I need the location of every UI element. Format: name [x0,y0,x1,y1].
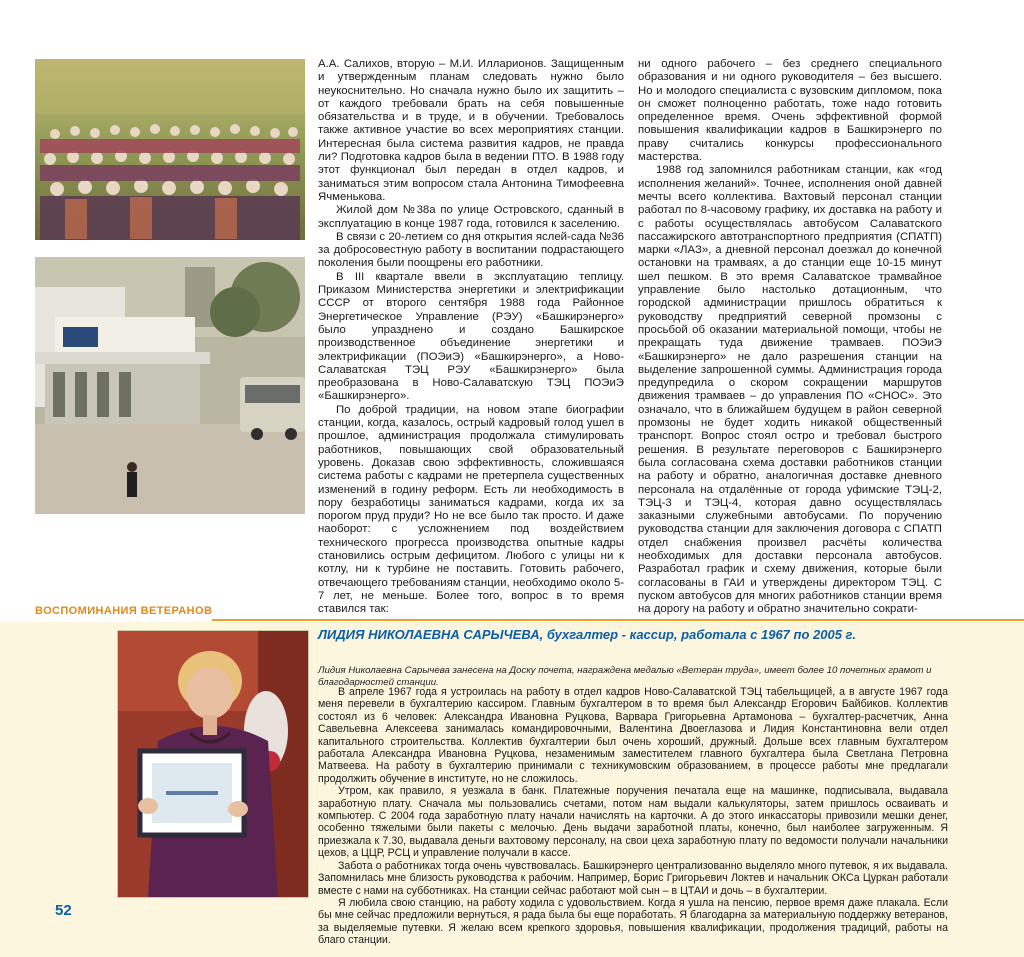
paragraph: В III квартале ввели в эксплуатацию теплицу. Приказом Министерства энергетики и электрификации СССР от второго сентября 1988 года Районное Энергетическое Управление (РЭУ) «Башкирэнерго» было упразднено и создано Башкирское производственное объединение энергетики и электрификации (ПОЭиЭ) «Башкирэнерго», а Ново-Салаватская ТЭЦ РЭУ «Башкирэнерго» была преобразована в Ново-Салаватскую ТЭЦ ПОЭиЭ «Башкирэнерго». [318,270,624,403]
paragraph: В связи с 20-летием со дня открытия яслей-сада №36 за добросовестную работу в воспитании подрастающего поколения были поощрены его работники. [318,230,624,270]
section-divider [212,619,1024,621]
station-building-photo [35,257,305,514]
veteran-memoir-text [318,686,948,947]
paragraph: 1988 год запомнился работникам станции, как «год исполнения желаний». Точнее, исполнения оной давней мечты всего коллектива. Вахтовый персонал станции работал по 8-часовому графику, их доставка на работу и с работы осуществлялась автобусом Салаватского пассажирского автотранспортного предприятия (СПАТП) марки «ЛАЗ», а дневной персонал доезжал до конечной остановки на трамваях, а до станции еще 10-15 минут шел пешком. В это время Салаватское трамвайное управление было настолько дотационным, что городской администрации пришлось обратиться к руководству предприятий северной промзоны с просьбой об оказании материальной помощи, чтобы не прекращать туда движение трамваев. ПОЭиЭ «Башкирэнерго» не дало разрешения станции на выделение запрошенной суммы. Администрация города предупредила о скором сокращении маршрутов движения трамваев – до управления ПО «СНОС». Это означало, что в ближайшем будущем в район северной промзоны не будет ходить никакой общественный транспорт. Вопрос стоял остро и требовал быстрого решения. В результате переговоров с Башкирэнерго была согласована схема доставки работников станции на работу и обратно, аналогичная доставке дневного персонала на отдалённые от города уфимские ТЭЦ-2, ТЭЦ-3 и ТЭЦ-4, которая давно осуществлялась заказными служебными автобусами. По поручению руководства станции для заключения договора с СПАТП отдел снабжения произвел расчёты количества необходимых для доставки персонала автобусов. Разработал график и схему движения, которые были согласованы в ГАИ и утверждены директором ТЭЦ. С пуском автобусов для многих работников станции время на дорогу на работу и обратно значительно сократи- [638,164,942,616]
station-building-image [35,257,305,514]
page-number: 52 [55,902,72,919]
group-photo [35,59,305,240]
veteran-portrait-photo [117,630,309,898]
veteran-name-title: ЛИДИЯ НИКОЛАЕВНА САРЫЧЕВА, бухгалтер - кассир, работала с 1967 по 2005 г. [318,627,856,642]
paragraph: Утром, как правило, я уезжала в банк. Платежные поручения печатала еще на машинке, подписывала, выдавала заработную плату. Сначала мы пользовались счетами, потом нам выдали калькуляторы, затем пришлось осваивать и компьютер. С 2004 года заработную плату начали начислять на карточки. А до этого инкассаторы привозили мешки денег, особенно тяжелыми были пакеты с мелочью. День выдачи заработной платы, конечно, был наиболее загруженным. Я приезжала к 7.30, выдавала деньги вахтовому персоналу, на свои цеха заработную плату по ведомости получали начальники цехов, а ЦЦР, РСЦ и управление получали в кассе. [318,785,948,860]
paragraph: Я любила свою станцию, на работу ходила с удовольствием. Когда я ушла на пенсию, первое время даже плакала. Если бы мне сейчас предложили вернуться, я рада была бы еще поработать. Я благодарна за материальную поддержку ветеранов, за выделяемые путевки. Я желаю всем крепкого здоровья, повышения квалификации, продолжения традиций, работы на благо станции. [318,896,948,947]
veteran-portrait-image [118,631,308,897]
paragraph: Жилой дом №38а по улице Островского, сданный в эксплуатацию в конце 1987 года, готовился к заселению. [318,204,624,230]
article-column-left [318,58,624,616]
veteran-intro: Лидия Николаевна Сарычева занесена на Доску почета, награждена медалью «Ветеран труда», имеет более 10 почетных грамот и благодарностей станции. [318,665,932,688]
section-label: ВОСПОМИНАНИЯ ВЕТЕРАНОВ [35,605,213,617]
paragraph: ни одного рабочего – без среднего специального образования и ни одного руководителя – без высшего. Но и молодого специалиста с вузовским дипломом, пока он сможет полноценно работать, тоже надо готовить определенное время. Очень эффективной формой повышения квалификации кадров в Башкирэнерго по праву считались конкурсы профессионального мастерства. [638,58,942,164]
group-photo-image [35,59,305,240]
paragraph: По доброй традиции, на новом этапе биографии станции, когда, казалось, острый кадровый голод ушел в прошлое, администрация продолжала стимулировать работников, повышающих свой образовательный уровень. Доказав свою эффективность, сложившаяся система работы с кадрами не претерпела существенных изменений в годину реформ. Есть ли необходимость в пору безработицы заниматься кадрами, когда их за порогом пруд пруди? Но не все было так просто. И даже наоборот: с усложнением под воздействием технического прогресса производства опытные кадры становились острым дефицитом. Любого с улицы ни к котлу, ни к турбине не поставить. Готовить рабочего, отвечающего требованиям станции, необходимо около 5-7 лет, не меньше. Более того, вопрос в то время ставился так: [318,403,624,616]
paragraph: В апреле 1967 года я устроилась на работу в отдел кадров Ново-Салаватской ТЭЦ табельщицей, а в августе 1967 года меня перевели в бухгалтерию кассиром. Главным бухгалтером в то время был Александр Егорович Байбиков. Коллектив состоял из 6 человек: Александра Ивановна Руцкова, Варвара Григорьевна Артамонова – бухгалтер-расчетчик, Анна Савельевна Алексеева занималась командировочными, Валентина Двоеглазова и Лидия Константиновна вели отдел капитального строительства. Коллектив бухгалтерии был очень хороший, дружный. Дольше всех главным бухгалтером работала Александра Ивановна Руцкова, незаменимым заместителем главного бухгалтера была Светлана Петровна Матвеева. На работу в бухгалтерию принимали с техникумовским образованием, в процессе работы мне предлагали продолжить обучение в институте, но не сложилось. [318,686,948,785]
paragraph: Забота о работниках тогда очень чувствовалась. Башкирэнерго централизованно выделяло много путевок, я их выдавала. Запомнилась мне близость руководства к рабочим. Например, Борис Григорьевич Локтев и начальник ОКСа Цуркан работали вместе с нами на субботниках. На станции сейчас работают мой сын – в ЦТАИ и дочь – в бухгалтерии. [318,859,948,897]
paragraph: А.А. Салихов, вторую – М.И. Илларионов. Защищенным и утвержденным планам следовать нужно было неукоснительно. Но сначала нужно было их защитить – от каждого требовали брать на себя повышенные обязательства и в труде, и в обучении. Требовалось также активное участие во всех мероприятиях станции. Интересная была система развития кадров, не правда ли? Подготовка кадров была в ведении ПТО. В 1988 году этот функционал был передан в отдел кадров, и заниматься этим вопросом стала Антонина Тимофеевна Ячменькова. [318,58,624,203]
article-column-right [638,58,942,616]
